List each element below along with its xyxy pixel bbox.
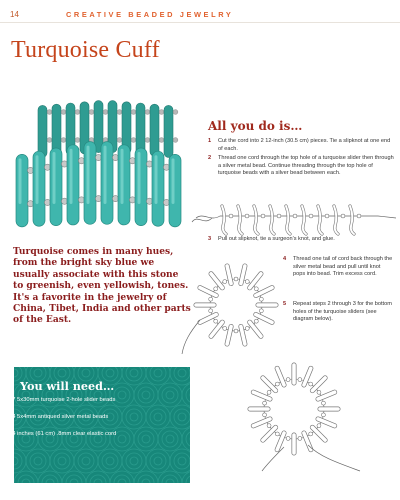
step-number: 3 [208,236,212,242]
step-text: Repeat steps 2 through 3 for the bottom holes of the turquoise sliders (see diagram below). [293,301,392,323]
step-text: Thread one tail of cord back through the silver metal bead and pull until knot pops into bead. Trim excess cord. [293,256,393,278]
ring-diagram-bottom-holes [228,345,363,475]
step-number: 5 [283,301,287,307]
materials-title: You will need… [20,379,115,393]
intro-text: Turquoise comes in many hues, from the bright sky blue we usually associate with this stone to greenish, even yellowish, tones. It's a favorite in the jewelry of China, Tibet, India and other parts of the East. [13,246,191,326]
bead-ring [250,365,360,471]
header-rule [0,22,400,23]
step-5 [283,301,393,324]
linear-bead-strand [192,206,396,234]
ring-diagram-top-holes [180,250,290,360]
step-2 [208,155,394,178]
instructions-title: All you do is… [208,119,303,133]
threading-diagram [190,192,400,236]
running-head: CREATIVE BEADED JEWELRY [66,10,234,19]
step-text: Pull out slipknot, tie a surgeon's knot, and glue. [218,236,335,242]
cuff-photo [0,66,205,244]
page-number: 14 [10,10,19,19]
cuff-bracelet [16,101,181,227]
step-text: Cut the cord into 2 12-inch (30.5 cm) pieces. Tie a slipknot at one end of each. [218,138,391,152]
materials-box [14,367,190,483]
step-number: 1 [208,138,212,144]
materials-item: 17 5x30mm turquoise 2-hole slider beads [9,397,116,403]
step-4 [283,256,393,279]
step-number: 2 [208,155,212,161]
bead-ring [182,266,276,354]
step-number: 4 [283,256,287,262]
step-3 [208,236,394,244]
materials-item: 34 5x4mm antiqued silver metal beads [9,414,109,420]
materials-item: 24 inches (61 cm) .8mm clear elastic cord [9,431,117,437]
step-1 [208,138,394,153]
step-text: Thread one cord through the top hole of a turquoise slider then through a silver metal bead. Continue threading through the top hole of turquoise beads with a silver bead between each. [218,155,394,177]
page-title: Turquoise Cuff [11,37,160,63]
